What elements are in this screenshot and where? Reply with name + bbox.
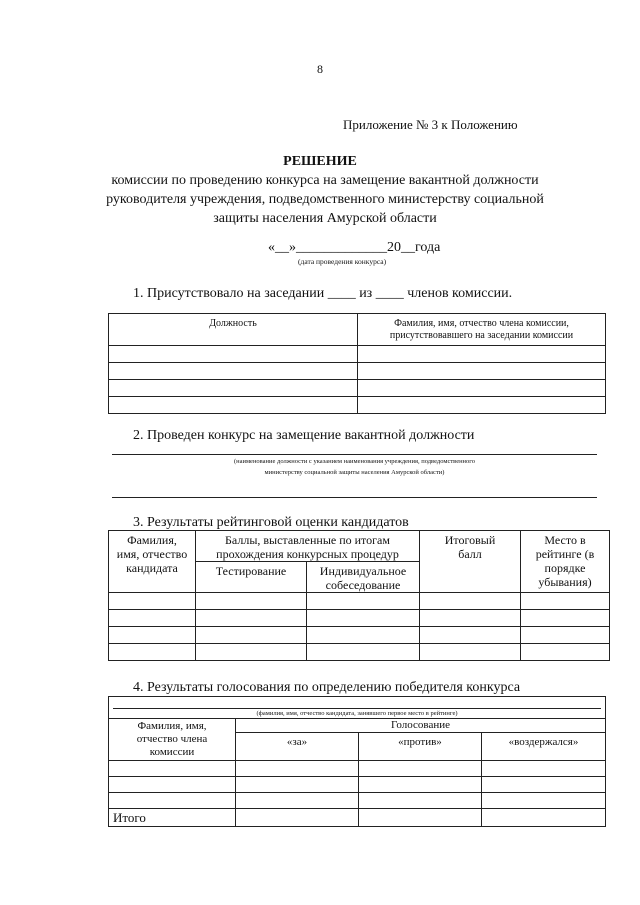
winner-fill-line — [113, 708, 601, 709]
appendix-label: Приложение № 3 к Положению — [343, 117, 518, 132]
rating-col-place-line1: Место в — [544, 533, 586, 547]
position-caption-line2: министерству социальной защиты населения Амурской области) — [264, 469, 445, 476]
rating-col-interview — [307, 562, 420, 593]
attendance-col-member — [358, 314, 606, 346]
document-title: РЕШЕНИЕ — [283, 154, 357, 169]
table-row — [109, 761, 606, 777]
rating-table — [108, 530, 610, 661]
page-number: 8 — [317, 62, 323, 76]
rating-col-place-line4: убывания) — [538, 575, 592, 589]
table-row — [109, 627, 610, 644]
table-row — [109, 793, 606, 809]
voting-col-member-line3: комиссии — [149, 746, 195, 758]
position-fill-line-2 — [112, 497, 597, 498]
attendance-table — [108, 313, 606, 414]
voting-col-member-line1: Фамилия, имя, — [137, 720, 207, 732]
position-caption-line1: (наименование должности с указанием наименования учреждения, подведомственного — [233, 458, 476, 465]
section3-heading: 3. Результаты рейтинговой оценки кандидатов — [133, 515, 409, 530]
voting-col-for: «за» — [236, 733, 359, 761]
rating-col-testing: Тестирование — [196, 562, 307, 593]
rating-col-interview-line2: собеседование — [325, 578, 401, 592]
position-caption — [112, 456, 597, 478]
table-row — [109, 397, 606, 414]
table-row — [109, 644, 610, 661]
date-line: «__»_____________20__года — [268, 240, 441, 255]
voting-col-member — [109, 719, 236, 761]
date-caption: (дата проведения конкурса) — [298, 257, 387, 266]
document-subtitle — [60, 171, 590, 228]
table-row — [109, 380, 606, 397]
subtitle-line-1: комиссии по проведению конкурса на замещение вакантной должности — [111, 173, 539, 188]
section4-heading: 4. Результаты голосования по определению победителя конкурса — [133, 680, 521, 695]
table-row — [109, 777, 606, 793]
section1-heading: 1. Присутствовало на заседании ____ из ____ членов комиссии. — [133, 286, 513, 301]
voting-col-abstain: «воздержался» — [482, 733, 606, 761]
table-row — [109, 593, 610, 610]
rating-col-name — [109, 531, 196, 593]
voting-col-member-line2: отчество члена — [136, 733, 208, 745]
rating-col-place-line2: рейтинге (в — [535, 547, 595, 561]
rating-col-scores — [196, 531, 420, 562]
attendance-col-member-line1: Фамилия, имя, отчество члена комиссии, — [394, 318, 569, 329]
rating-col-name-line1: Фамилия, — [127, 533, 177, 547]
table-row — [109, 610, 610, 627]
voting-col-against: «против» — [359, 733, 482, 761]
table-row — [109, 809, 606, 827]
table-row — [109, 346, 606, 363]
rating-col-name-line2: имя, отчество — [116, 547, 188, 561]
position-fill-line — [112, 454, 597, 455]
rating-col-total-line1: Итоговый — [444, 533, 496, 547]
subtitle-line-2: руководителя учреждения, подведомственного министерству социальной — [106, 192, 544, 207]
rating-col-total-line2: балл — [458, 547, 482, 561]
attendance-col-member-line2: присутствовавшего на заседании комиссии — [389, 330, 574, 341]
voting-col-voting: Голосование — [236, 719, 606, 733]
rating-col-name-line3: кандидата — [126, 561, 178, 575]
section2-heading: 2. Проведен конкурс на замещение вакантной должности — [133, 428, 475, 443]
rating-col-scores-line2: прохождения конкурсных процедур — [216, 547, 399, 561]
rating-col-total — [420, 531, 521, 593]
voting-table — [108, 696, 606, 827]
rating-col-scores-line1: Баллы, выставленные по итогам — [225, 533, 390, 547]
rating-col-interview-line1: Индивидуальное — [319, 564, 407, 578]
voting-total-label: Итого — [109, 809, 236, 827]
table-row — [109, 363, 606, 380]
subtitle-line-3: защиты населения Амурской области — [213, 211, 437, 226]
rating-col-place — [521, 531, 610, 593]
winner-cell — [109, 697, 606, 719]
attendance-col-position: Должность — [109, 314, 358, 346]
winner-caption: (фамилия, имя, отчество кандидата, занявшего первое место в рейтинге) — [256, 710, 458, 717]
rating-col-place-line3: порядке — [544, 561, 586, 575]
